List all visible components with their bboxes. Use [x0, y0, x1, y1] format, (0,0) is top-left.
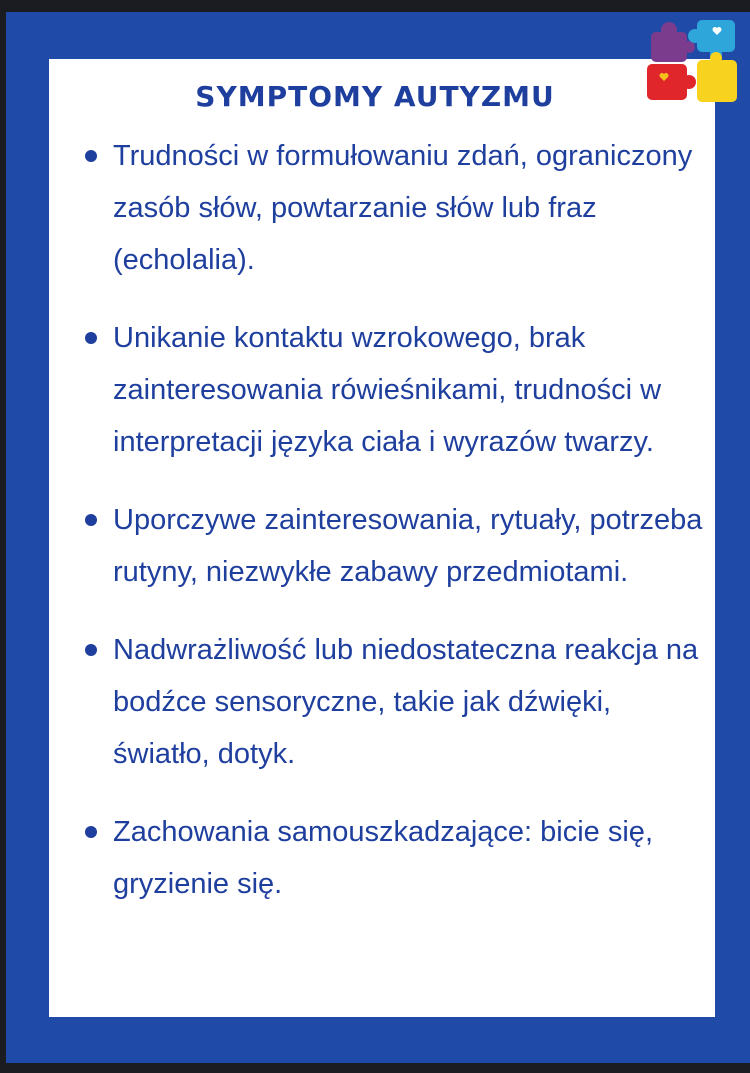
bullet-icon: [85, 514, 97, 526]
symptom-list: [80, 130, 710, 936]
list-item: [80, 130, 710, 286]
bullet-icon: [85, 826, 97, 838]
symptom-text: Uporczywe zainteresowania, rytuały, potrzeba rutyny, niezwykłe zabawy przedmiotami.: [113, 504, 703, 588]
blue-puzzle-piece: [688, 20, 735, 60]
symptom-text: Zachowania samouszkadzające: bicie się, gryzienie się.: [113, 816, 653, 900]
top-dark-bar: [0, 0, 750, 12]
page-title: SYMPTOMY AUTYZMU: [195, 80, 555, 113]
list-item: [80, 806, 710, 910]
list-item: [80, 624, 710, 780]
bullet-icon: [85, 332, 97, 344]
purple-puzzle-piece: [651, 22, 695, 62]
list-item: [80, 494, 710, 598]
symptom-text: Nadwrażliwość lub niedostateczna reakcja na bodźce sensoryczne, takie jak dźwięki, światło, dotyk.: [113, 634, 699, 770]
bullet-icon: [85, 150, 97, 162]
symptom-text: Trudności w formułowaniu zdań, ograniczony zasób słów, powtarzanie słów lub fraz (echolalia).: [113, 140, 693, 276]
list-item: [80, 312, 710, 468]
symptom-text: Unikanie kontaktu wzrokowego, brak zainteresowania rówieśnikami, trudności w interpretacji języka ciała i wyrazów twarzy.: [113, 322, 662, 458]
bullet-icon: [85, 644, 97, 656]
